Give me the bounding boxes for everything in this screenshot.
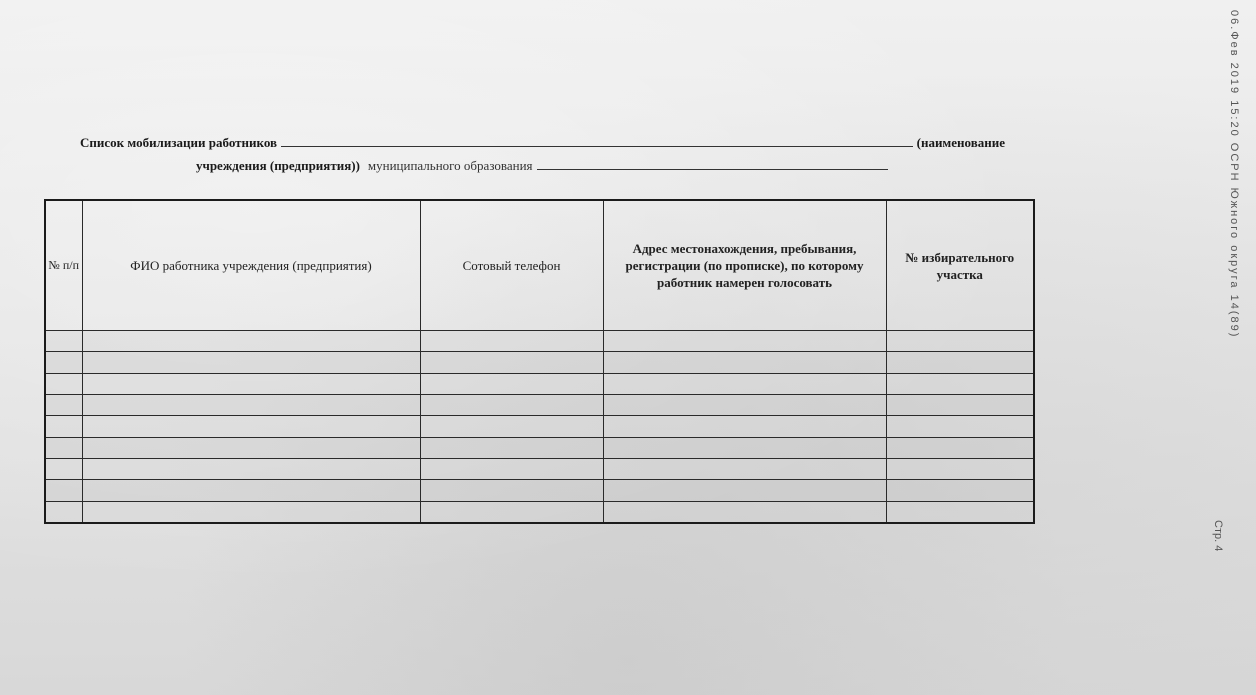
table-cell	[886, 458, 1034, 479]
table-cell	[603, 458, 886, 479]
table-row	[45, 480, 1034, 501]
list-title-suffix: (наименование	[916, 135, 1005, 150]
table-cell	[420, 480, 603, 501]
col-header-polling-station: № избирательного участка	[886, 200, 1034, 331]
table-row	[45, 501, 1034, 523]
table-cell	[886, 437, 1034, 458]
table-cell	[420, 458, 603, 479]
list-title-line2-bold: учреждения (предприятия))	[196, 158, 360, 173]
table-cell	[886, 394, 1034, 415]
table-row	[45, 437, 1034, 458]
table-row	[45, 458, 1034, 479]
table-cell	[886, 501, 1034, 523]
table-cell	[603, 480, 886, 501]
table-row	[45, 416, 1034, 437]
table-cell	[420, 373, 603, 394]
page-label: Стр. 4	[1212, 520, 1224, 552]
table-row	[45, 394, 1034, 415]
table-cell	[82, 331, 420, 352]
table-cell	[420, 501, 603, 523]
table-cell	[82, 437, 420, 458]
table-row	[45, 352, 1034, 373]
table-cell	[420, 331, 603, 352]
table-cell	[45, 331, 82, 352]
table-cell	[82, 352, 420, 373]
table-cell	[603, 416, 886, 437]
table-cell	[45, 480, 82, 501]
table-cell	[886, 331, 1034, 352]
table-cell	[886, 480, 1034, 501]
table-cell	[82, 480, 420, 501]
list-title-line2-text: муниципального образования	[367, 158, 533, 173]
table-cell	[420, 416, 603, 437]
col-header-full-name: ФИО работника учреждения (предприятия)	[82, 200, 420, 331]
table-cell	[420, 437, 603, 458]
col-header-voting-address: Адрес местонахождения, пребывания, регистрации (по прописке), по которому работник намерен голосовать	[603, 200, 886, 331]
table-cell	[603, 394, 886, 415]
table-cell	[886, 416, 1034, 437]
municipality-blank-line	[537, 157, 888, 170]
table-cell	[45, 458, 82, 479]
organization-blank-line	[281, 134, 913, 147]
mobilization-table	[44, 199, 1035, 524]
list-title-text: Список мобилизации работников	[80, 135, 278, 150]
table-cell	[82, 373, 420, 394]
table-cell	[45, 437, 82, 458]
table-cell	[45, 394, 82, 415]
table-cell	[603, 501, 886, 523]
table-header-row	[45, 200, 1034, 331]
table-cell	[420, 352, 603, 373]
table-row	[45, 373, 1034, 394]
table-cell	[82, 416, 420, 437]
table-cell	[886, 352, 1034, 373]
table-cell	[603, 331, 886, 352]
table-cell	[45, 501, 82, 523]
table-cell	[45, 352, 82, 373]
table-row	[45, 331, 1034, 352]
table-cell	[603, 352, 886, 373]
table-cell	[420, 394, 603, 415]
list-title-line-1	[80, 134, 1005, 151]
list-title-line-2	[196, 157, 888, 174]
table-cell	[45, 416, 82, 437]
col-header-mobile-phone: Сотовый телефон	[420, 200, 603, 331]
table-cell	[603, 373, 886, 394]
table-cell	[82, 458, 420, 479]
table-cell	[603, 437, 886, 458]
margin-stamp: 06.Фев 2019 15:20 ОСРН Южного округа 14(89)	[1228, 10, 1240, 339]
col-header-number: № п/п	[45, 200, 82, 331]
table-cell	[82, 501, 420, 523]
table-cell	[82, 394, 420, 415]
table-cell	[886, 373, 1034, 394]
table-cell	[45, 373, 82, 394]
